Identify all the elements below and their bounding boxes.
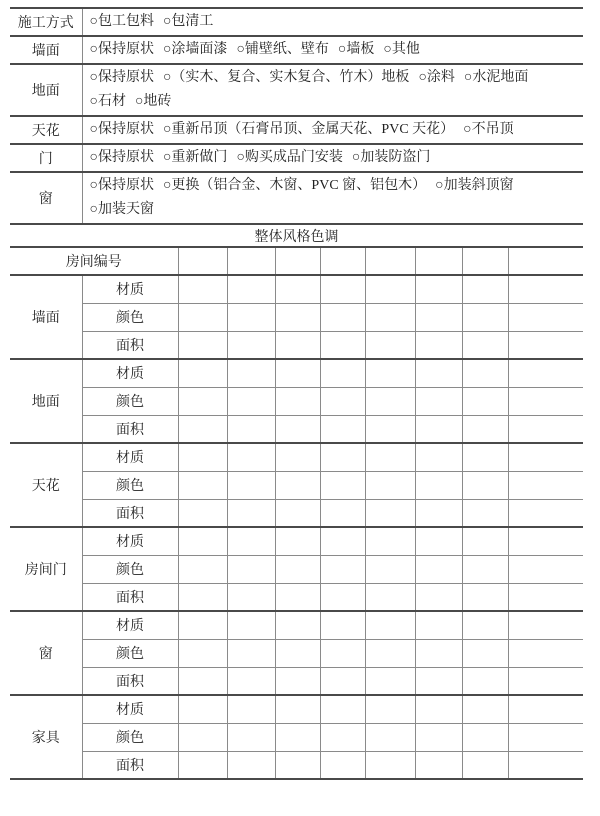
grid-cell[interactable] — [508, 639, 583, 667]
grid-cell[interactable] — [275, 695, 320, 723]
grid-cell[interactable] — [462, 583, 508, 611]
grid-cell[interactable] — [415, 611, 462, 639]
grid-row-wall-color — [10, 303, 583, 331]
grid-cell[interactable] — [320, 667, 365, 695]
grid-cell[interactable] — [320, 331, 365, 359]
grid-cell[interactable] — [365, 387, 415, 415]
grid-row-furniture-color — [10, 723, 583, 751]
grid-cell[interactable] — [508, 331, 583, 359]
grid-cell[interactable] — [320, 415, 365, 443]
grid-cell[interactable] — [462, 751, 508, 779]
grid-cell[interactable] — [462, 275, 508, 303]
radio-option[interactable]: ○（实木、复合、实木复合、竹木）地板 — [162, 70, 410, 85]
grid-cell[interactable] — [178, 331, 227, 359]
grid-cell[interactable] — [178, 303, 227, 331]
grid-row-window-material — [10, 611, 583, 639]
grid-cell[interactable] — [275, 751, 320, 779]
grid-cell[interactable] — [178, 695, 227, 723]
grid-cell[interactable] — [320, 303, 365, 331]
option-row-options — [82, 144, 583, 172]
grid-cell[interactable] — [365, 695, 415, 723]
grid-cell[interactable] — [365, 415, 415, 443]
section-label-floor: 地面 — [10, 359, 82, 443]
grid-cell[interactable] — [365, 443, 415, 471]
grid-row-window-color — [10, 639, 583, 667]
grid-row-ceiling-color — [10, 471, 583, 499]
grid-cell[interactable] — [320, 443, 365, 471]
grid-rows — [10, 275, 583, 779]
grid-cell[interactable] — [227, 527, 275, 555]
radio-option[interactable]: ○地砖 — [134, 94, 172, 109]
attribute-label-color: 颜色 — [82, 555, 178, 583]
grid-cell[interactable] — [365, 667, 415, 695]
grid-cell[interactable] — [320, 583, 365, 611]
grid-row-ceiling-material — [10, 443, 583, 471]
option-line — [90, 174, 580, 198]
grid-cell[interactable] — [275, 555, 320, 583]
renovation-form-table — [10, 7, 583, 780]
grid-cell[interactable] — [365, 275, 415, 303]
grid-row-floor-area — [10, 415, 583, 443]
grid-row-window-area — [10, 667, 583, 695]
option-row-options — [82, 172, 583, 224]
grid-cell[interactable] — [320, 471, 365, 499]
grid-row-room-door-material — [10, 527, 583, 555]
grid-cell[interactable] — [275, 723, 320, 751]
grid-cell[interactable] — [275, 527, 320, 555]
grid-cell[interactable] — [320, 751, 365, 779]
grid-cell[interactable] — [415, 639, 462, 667]
grid-cell[interactable] — [508, 723, 583, 751]
grid-cell[interactable] — [227, 695, 275, 723]
room-number-cell[interactable] — [462, 247, 508, 275]
option-row-options — [82, 8, 583, 36]
grid-cell[interactable] — [415, 303, 462, 331]
radio-option[interactable]: ○包清工 — [162, 14, 214, 29]
option-row-options — [82, 36, 583, 64]
grid-row-furniture-area — [10, 751, 583, 779]
attribute-label-material: 材质 — [82, 275, 178, 303]
grid-cell[interactable] — [415, 443, 462, 471]
grid-cell[interactable] — [365, 583, 415, 611]
grid-cell[interactable] — [508, 611, 583, 639]
grid-cell[interactable] — [508, 499, 583, 527]
grid-cell[interactable] — [275, 471, 320, 499]
grid-cell[interactable] — [178, 387, 227, 415]
option-row-floor — [10, 64, 583, 116]
grid-cell[interactable] — [462, 415, 508, 443]
grid-cell[interactable] — [178, 359, 227, 387]
grid-cell[interactable] — [508, 555, 583, 583]
option-line — [90, 38, 580, 62]
room-number-cell[interactable] — [415, 247, 462, 275]
grid-cell[interactable] — [365, 331, 415, 359]
grid-cell[interactable] — [227, 723, 275, 751]
grid-cell[interactable] — [275, 387, 320, 415]
room-number-cell[interactable] — [508, 247, 583, 275]
radio-option[interactable]: ○石材 — [89, 94, 126, 109]
grid-cell[interactable] — [462, 471, 508, 499]
grid-cell[interactable] — [462, 359, 508, 387]
grid-cell[interactable] — [462, 667, 508, 695]
radio-option[interactable]: ○保持原状 — [89, 122, 154, 137]
attribute-label-material: 材质 — [82, 695, 178, 723]
grid-cell[interactable] — [227, 331, 275, 359]
radio-option[interactable]: ○墙板 — [337, 42, 375, 57]
grid-cell[interactable] — [275, 303, 320, 331]
grid-cell[interactable] — [365, 359, 415, 387]
radio-option[interactable]: ○包工包料 — [89, 14, 154, 29]
grid-cell[interactable] — [415, 331, 462, 359]
attribute-label-area: 面积 — [82, 583, 178, 611]
grid-cell[interactable] — [462, 303, 508, 331]
attribute-label-area: 面积 — [82, 667, 178, 695]
attribute-label-material: 材质 — [82, 611, 178, 639]
option-row-options — [82, 64, 583, 116]
radio-option[interactable]: ○水泥地面 — [463, 70, 529, 85]
grid-cell[interactable] — [178, 499, 227, 527]
attribute-label-color: 颜色 — [82, 471, 178, 499]
grid-cell[interactable] — [415, 667, 462, 695]
section-label-room-door: 房间门 — [10, 527, 82, 611]
grid-row-wall-material — [10, 275, 583, 303]
grid-cell[interactable] — [227, 499, 275, 527]
grid-cell[interactable] — [508, 527, 583, 555]
grid-cell[interactable] — [415, 471, 462, 499]
grid-cell[interactable] — [365, 639, 415, 667]
grid-cell[interactable] — [365, 499, 415, 527]
option-row-ceiling — [10, 116, 583, 144]
grid-cell[interactable] — [508, 443, 583, 471]
grid-cell[interactable] — [178, 555, 227, 583]
grid-cell[interactable] — [275, 415, 320, 443]
attribute-label-area: 面积 — [82, 415, 178, 443]
grid-cell[interactable] — [227, 611, 275, 639]
option-line — [90, 10, 580, 34]
grid-cell[interactable] — [178, 275, 227, 303]
grid-cell[interactable] — [365, 303, 415, 331]
option-row-door — [10, 144, 583, 172]
option-line — [90, 90, 580, 114]
grid-cell[interactable] — [178, 751, 227, 779]
attribute-label-color: 颜色 — [82, 723, 178, 751]
grid-cell[interactable] — [227, 667, 275, 695]
grid-cell[interactable] — [320, 499, 365, 527]
grid-cell[interactable] — [320, 639, 365, 667]
grid-cell[interactable] — [275, 359, 320, 387]
option-row-options — [82, 116, 583, 144]
grid-cell[interactable] — [275, 583, 320, 611]
room-number-cell[interactable] — [320, 247, 365, 275]
grid-cell[interactable] — [275, 499, 320, 527]
radio-option[interactable]: ○加装斜顶窗 — [435, 178, 514, 193]
grid-cell[interactable] — [227, 387, 275, 415]
grid-cell[interactable] — [178, 723, 227, 751]
radio-option[interactable]: ○保持原状 — [89, 70, 154, 85]
room-number-label: 房间编号 — [65, 255, 122, 270]
grid-row-ceiling-area — [10, 499, 583, 527]
grid-cell[interactable] — [508, 471, 583, 499]
options-rows — [10, 8, 583, 224]
grid-row-floor-color — [10, 387, 583, 415]
option-row-construction-method — [10, 8, 583, 36]
grid-cell[interactable] — [508, 415, 583, 443]
option-row-label: 地面 — [10, 64, 82, 116]
grid-cell[interactable] — [320, 387, 365, 415]
grid-cell[interactable] — [462, 723, 508, 751]
radio-option[interactable]: ○更换（铝合金、木窗、PVC 窗、铝包木） — [162, 178, 427, 193]
radio-option[interactable]: ○保持原状 — [89, 42, 154, 57]
room-number-cell[interactable] — [275, 247, 320, 275]
option-row-label: 窗 — [10, 172, 82, 224]
grid-cell[interactable] — [415, 415, 462, 443]
grid-cell[interactable] — [462, 387, 508, 415]
radio-option[interactable]: ○不吊顶 — [463, 122, 514, 137]
grid-cell[interactable] — [178, 471, 227, 499]
grid-row-floor-material — [10, 359, 583, 387]
section-label-furniture: 家具 — [10, 695, 82, 779]
grid-cell[interactable] — [227, 275, 275, 303]
grid-cell[interactable] — [227, 555, 275, 583]
radio-option[interactable]: ○加装天窗 — [89, 202, 154, 217]
section-title: 整体风格色调 — [10, 224, 583, 247]
grid-cell[interactable] — [227, 359, 275, 387]
grid-cell[interactable] — [365, 555, 415, 583]
section-label-wall: 墙面 — [10, 275, 82, 359]
grid-cell[interactable] — [508, 695, 583, 723]
grid-cell[interactable] — [320, 359, 365, 387]
grid-cell[interactable] — [178, 443, 227, 471]
radio-option[interactable]: ○涂墙面漆 — [162, 42, 228, 57]
room-number-cell[interactable] — [227, 247, 275, 275]
form-sheet — [10, 7, 583, 780]
grid-cell[interactable] — [227, 471, 275, 499]
attribute-label-color: 颜色 — [82, 639, 178, 667]
room-number-cell[interactable] — [178, 247, 227, 275]
grid-cell[interactable] — [178, 639, 227, 667]
radio-option[interactable]: ○铺壁纸、壁布 — [236, 42, 329, 57]
grid-cell[interactable] — [462, 527, 508, 555]
attribute-label-area: 面积 — [82, 499, 178, 527]
radio-option[interactable]: ○加装防盗门 — [351, 150, 431, 165]
attribute-label-color: 颜色 — [82, 387, 178, 415]
grid-cell[interactable] — [178, 583, 227, 611]
grid-cell[interactable] — [275, 275, 320, 303]
grid-cell[interactable] — [227, 751, 275, 779]
attribute-label-area: 面积 — [82, 751, 178, 779]
grid-cell[interactable] — [462, 611, 508, 639]
grid-cell[interactable] — [508, 303, 583, 331]
grid-cell[interactable] — [508, 359, 583, 387]
grid-cell[interactable] — [320, 611, 365, 639]
option-line — [90, 118, 580, 142]
option-line — [90, 66, 580, 90]
grid-cell[interactable] — [365, 527, 415, 555]
grid-cell[interactable] — [320, 555, 365, 583]
room-number-row — [10, 247, 583, 275]
grid-cell[interactable] — [178, 415, 227, 443]
grid-cell[interactable] — [275, 331, 320, 359]
grid-cell[interactable] — [508, 751, 583, 779]
room-number-cell[interactable] — [365, 247, 415, 275]
grid-cell[interactable] — [275, 667, 320, 695]
section-title-row — [10, 224, 583, 247]
section-label-window: 窗 — [10, 611, 82, 695]
grid-cell[interactable] — [227, 443, 275, 471]
grid-cell[interactable] — [227, 583, 275, 611]
grid-cell[interactable] — [365, 751, 415, 779]
option-row-label: 门 — [10, 144, 82, 172]
radio-option[interactable]: ○保持原状 — [89, 150, 154, 165]
grid-cell[interactable] — [365, 723, 415, 751]
grid-cell[interactable] — [415, 723, 462, 751]
style-section — [10, 224, 583, 275]
radio-option[interactable]: ○重新做门 — [162, 150, 228, 165]
section-label-ceiling: 天花 — [10, 443, 82, 527]
grid-cell[interactable] — [508, 583, 583, 611]
grid-cell[interactable] — [415, 387, 462, 415]
radio-option[interactable]: ○其他 — [383, 42, 420, 57]
grid-cell[interactable] — [415, 499, 462, 527]
grid-cell[interactable] — [508, 667, 583, 695]
grid-cell[interactable] — [320, 527, 365, 555]
grid-cell[interactable] — [275, 611, 320, 639]
attribute-label-color: 颜色 — [82, 303, 178, 331]
grid-row-room-door-area — [10, 583, 583, 611]
grid-cell[interactable] — [365, 611, 415, 639]
option-row-window — [10, 172, 583, 224]
grid-cell[interactable] — [178, 611, 227, 639]
grid-cell[interactable] — [415, 527, 462, 555]
attribute-label-area: 面积 — [82, 331, 178, 359]
grid-cell[interactable] — [508, 275, 583, 303]
grid-cell[interactable] — [415, 555, 462, 583]
option-row-label: 天花 — [10, 116, 82, 144]
grid-cell[interactable] — [275, 443, 320, 471]
attribute-label-material: 材质 — [82, 443, 178, 471]
radio-option[interactable]: ○购买成品门安装 — [236, 150, 343, 165]
grid-cell[interactable] — [275, 639, 320, 667]
grid-cell[interactable] — [415, 751, 462, 779]
grid-cell[interactable] — [415, 695, 462, 723]
grid-row-wall-area — [10, 331, 583, 359]
grid-row-furniture-material — [10, 695, 583, 723]
grid-cell[interactable] — [415, 359, 462, 387]
grid-row-room-door-color — [10, 555, 583, 583]
radio-option[interactable]: ○保持原状 — [89, 178, 154, 193]
grid-cell[interactable] — [462, 555, 508, 583]
grid-cell[interactable] — [227, 303, 275, 331]
grid-cell[interactable] — [227, 415, 275, 443]
grid-cell[interactable] — [365, 471, 415, 499]
option-row-label: 施工方式 — [10, 8, 82, 36]
grid-cell[interactable] — [320, 275, 365, 303]
radio-option[interactable]: ○重新吊顶（石膏吊顶、金属天花、PVC 天花） — [162, 122, 455, 137]
grid-cell[interactable] — [462, 695, 508, 723]
grid-cell[interactable] — [508, 387, 583, 415]
grid-cell[interactable] — [320, 723, 365, 751]
grid-cell[interactable] — [227, 639, 275, 667]
grid-cell[interactable] — [415, 583, 462, 611]
grid-cell[interactable] — [415, 275, 462, 303]
grid-cell[interactable] — [462, 443, 508, 471]
attribute-label-material: 材质 — [82, 527, 178, 555]
grid-cell[interactable] — [320, 695, 365, 723]
grid-cell[interactable] — [462, 499, 508, 527]
option-line — [90, 198, 580, 222]
option-row-label: 墙面 — [10, 36, 82, 64]
grid-cell[interactable] — [178, 527, 227, 555]
option-line — [90, 146, 580, 170]
option-row-wall — [10, 36, 583, 64]
radio-option[interactable]: ○涂料 — [418, 70, 455, 85]
attribute-label-material: 材质 — [82, 359, 178, 387]
grid-cell[interactable] — [178, 667, 227, 695]
grid-cell[interactable] — [462, 331, 508, 359]
grid-cell[interactable] — [462, 639, 508, 667]
